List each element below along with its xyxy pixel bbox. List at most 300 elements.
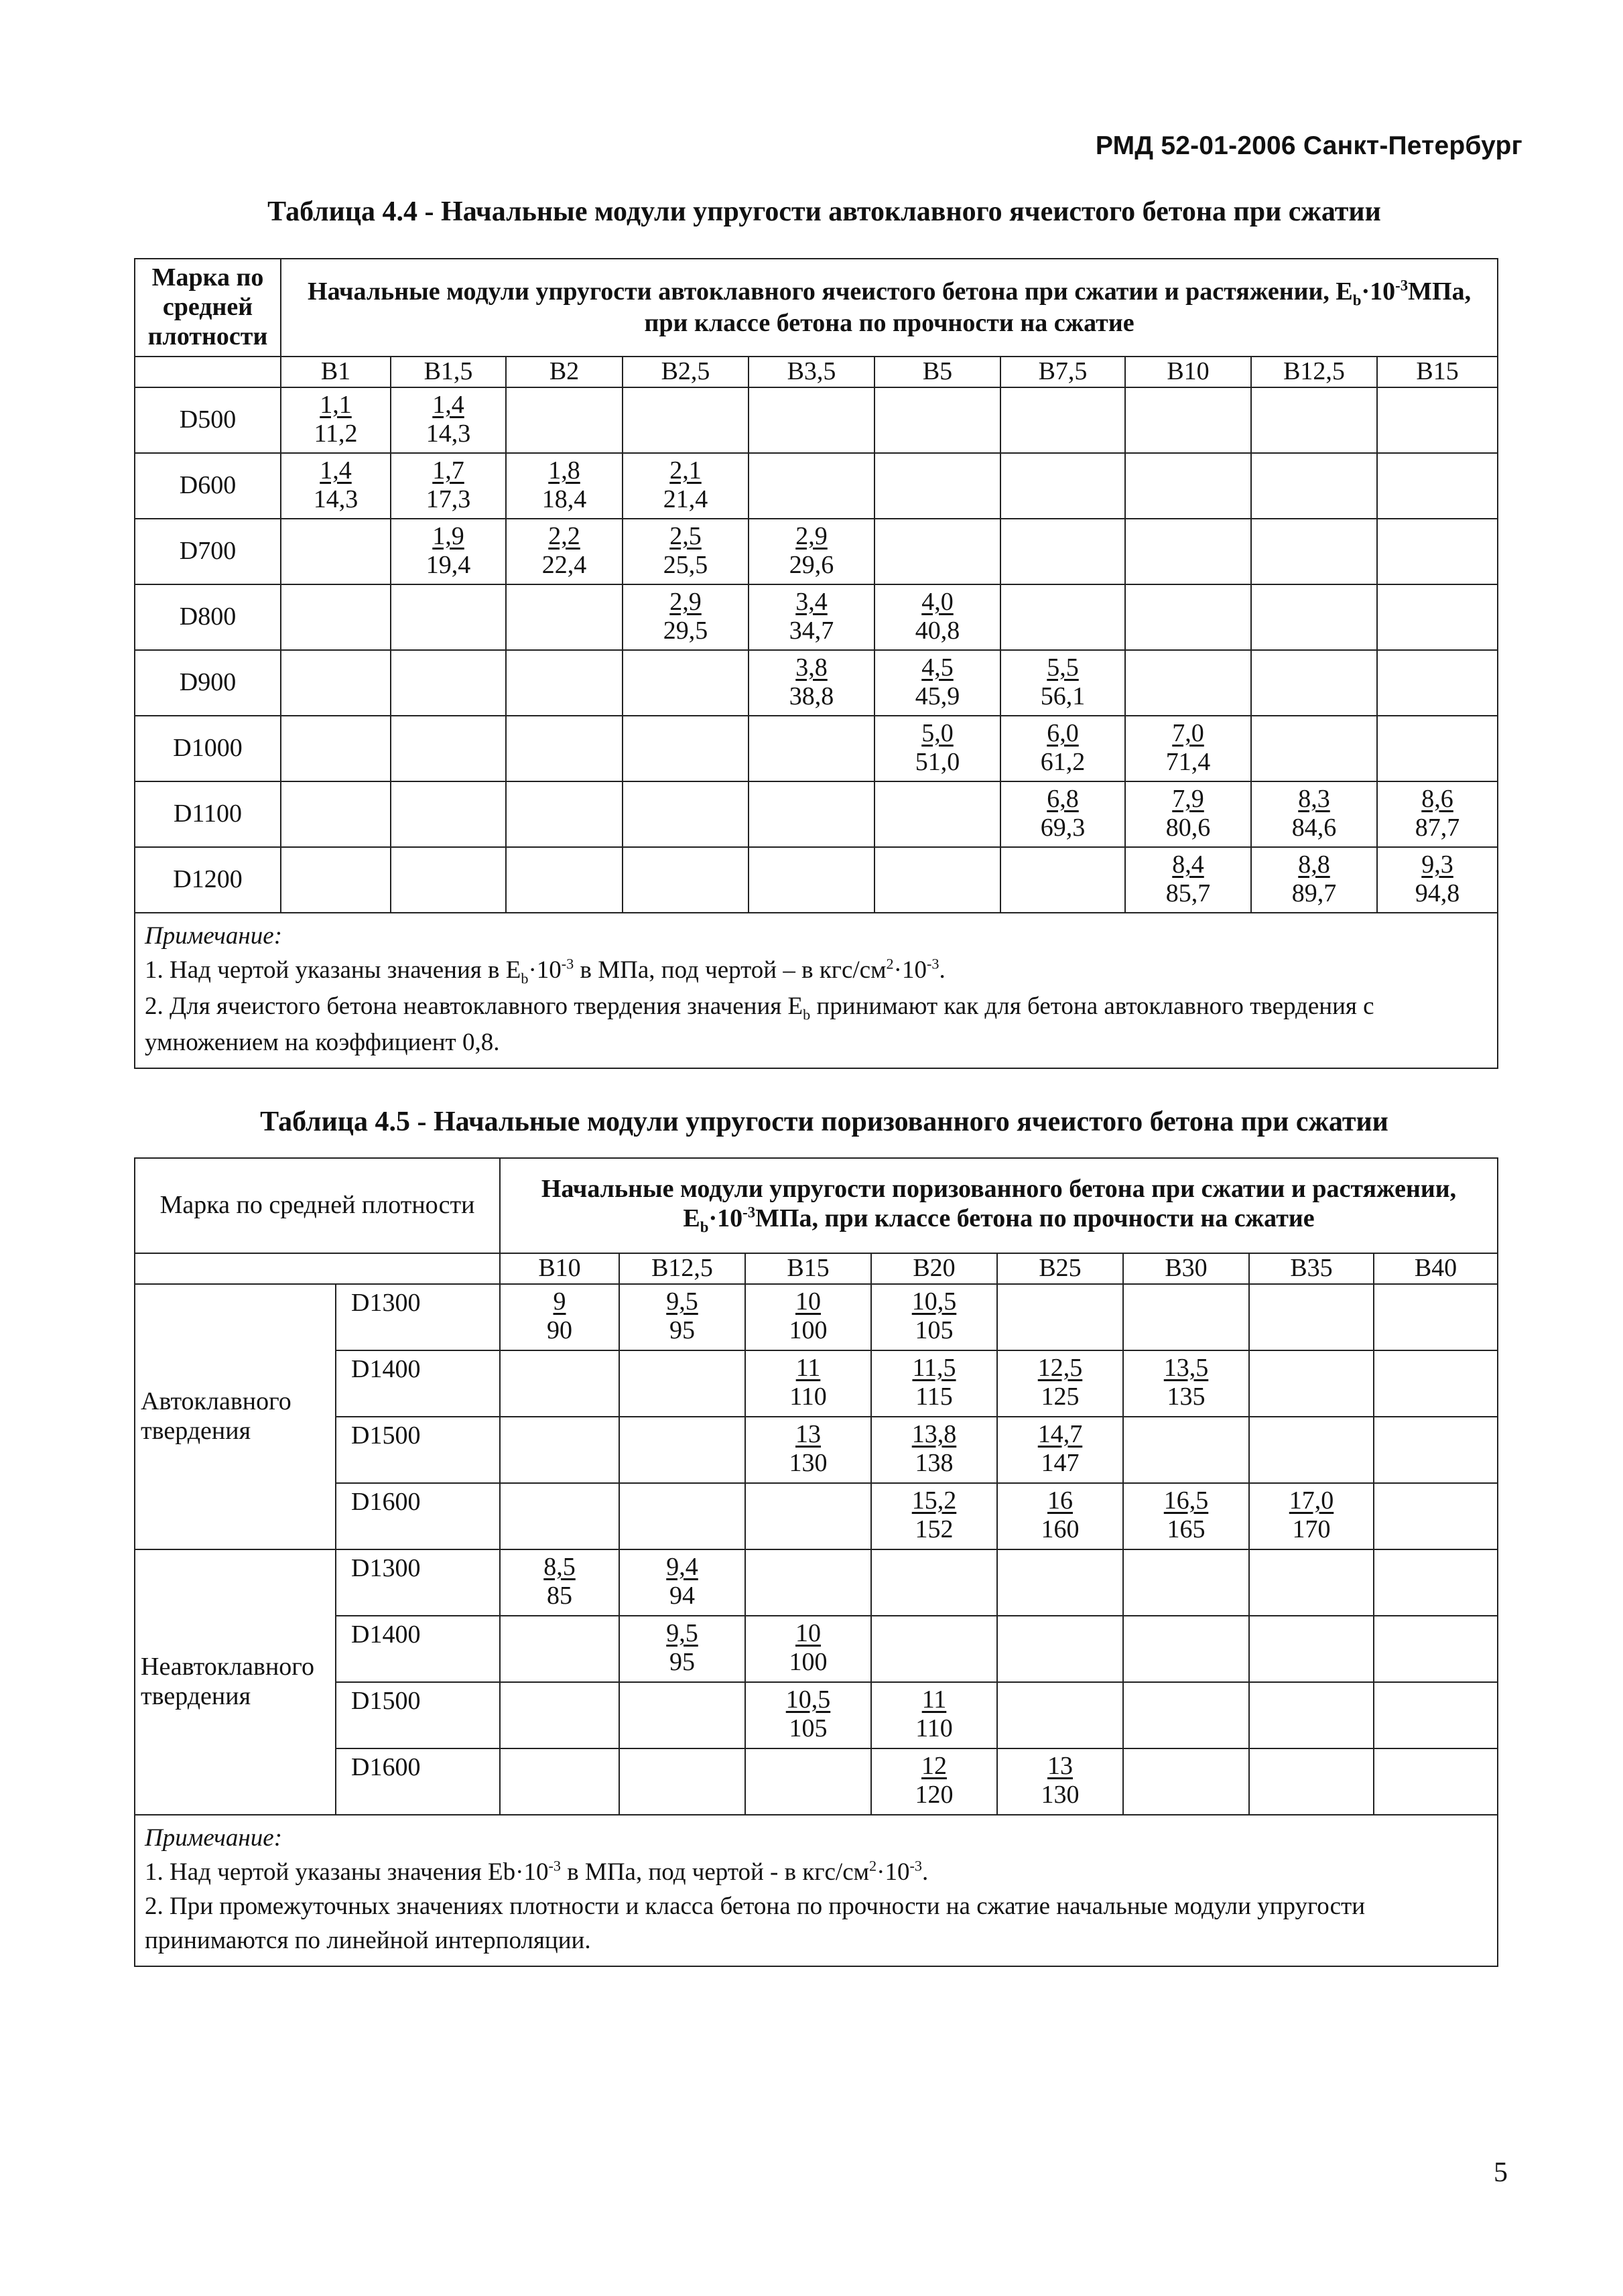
empty-cell xyxy=(1000,519,1125,584)
note-line-1: 1. Над чертой указаны значения в $E_b\cdot 10^{-3}$ в МПа, под чертой – в кгс/$см^2\cdot 10^{-3}$. xyxy=(145,955,946,987)
value-cell xyxy=(745,1284,871,1350)
modulus-fraction xyxy=(507,454,622,515)
density-header-text: Марка по средней плотности xyxy=(147,263,268,350)
modulus-fraction xyxy=(1126,848,1250,909)
modulus-fraction xyxy=(749,651,874,712)
value-kgf: 29,6 xyxy=(789,551,834,580)
value-mpa: 13 xyxy=(795,1419,821,1448)
value-kgf: 105 xyxy=(789,1714,828,1743)
modulus-fraction xyxy=(872,1285,996,1346)
value-mpa: 8,6 xyxy=(1421,784,1453,813)
value-cell xyxy=(1000,650,1125,716)
density-label: D1500 xyxy=(336,1417,500,1483)
table-row xyxy=(135,781,1498,847)
value-cell xyxy=(871,1350,997,1417)
empty-cell xyxy=(874,519,1000,584)
value-kgf: 45,9 xyxy=(915,682,960,711)
empty-cell xyxy=(1125,519,1251,584)
empty-cell xyxy=(1000,453,1125,519)
class-header: B5 xyxy=(874,357,1000,387)
modulus-fraction xyxy=(746,1351,870,1412)
blank-corner-cell xyxy=(135,357,281,387)
value-kgf: 87,7 xyxy=(1415,814,1460,842)
value-kgf: 17,3 xyxy=(426,485,471,514)
value-kgf: 147 xyxy=(1041,1449,1080,1478)
value-mpa: 12 xyxy=(921,1751,947,1780)
empty-cell xyxy=(1249,1549,1374,1616)
density-header-text: Марка по средней плотности xyxy=(159,1191,475,1220)
empty-cell xyxy=(1123,1284,1249,1350)
empty-cell xyxy=(871,1549,997,1616)
value-cell xyxy=(1249,1483,1374,1549)
note-title: Примечание: xyxy=(145,921,283,950)
empty-cell xyxy=(745,1483,871,1549)
value-kgf: 105 xyxy=(915,1316,954,1345)
value-cell xyxy=(749,650,874,716)
modulus-header xyxy=(500,1158,1498,1253)
value-mpa: 11 xyxy=(795,1353,821,1382)
empty-cell xyxy=(1123,1682,1249,1748)
modulus-fraction xyxy=(872,1417,996,1478)
value-mpa: 10 xyxy=(795,1618,821,1647)
modulus-header-text: Начальные модули упругости автоклавного ячеистого бетона при сжатии и растяжении, $E_b\cdot 10^{-3}МПа$, при классе бетона по прочности на сжатие xyxy=(308,276,1472,338)
value-mpa: 1,4 xyxy=(320,456,352,485)
blank-corner-cell xyxy=(135,1253,500,1284)
empty-cell xyxy=(500,1616,619,1682)
class-header: B2,5 xyxy=(623,357,749,387)
value-cell xyxy=(623,519,749,584)
value-mpa: 8,8 xyxy=(1298,850,1330,879)
value-mpa: 8,5 xyxy=(543,1552,576,1581)
table-4-4 xyxy=(134,258,1498,1069)
density-label: D1100 xyxy=(135,781,281,847)
value-kgf: 80,6 xyxy=(1165,814,1211,842)
empty-cell xyxy=(874,387,1000,453)
value-kgf: 110 xyxy=(915,1714,953,1743)
value-kgf: 135 xyxy=(1167,1383,1206,1411)
value-cell xyxy=(506,453,623,519)
value-kgf: 160 xyxy=(1041,1515,1080,1544)
empty-cell xyxy=(506,781,623,847)
empty-cell xyxy=(506,584,623,650)
empty-cell xyxy=(749,453,874,519)
modulus-fraction xyxy=(746,1616,870,1677)
value-cell xyxy=(874,650,1000,716)
empty-cell xyxy=(1251,519,1377,584)
document-header: РМД 52-01-2006 Санкт-Петербург xyxy=(1095,131,1522,160)
modulus-fraction xyxy=(281,454,390,515)
empty-cell xyxy=(874,453,1000,519)
empty-cell xyxy=(623,387,749,453)
modulus-fraction xyxy=(1001,716,1124,777)
table-row xyxy=(135,1748,1498,1815)
value-mpa: 15,2 xyxy=(911,1486,957,1515)
class-header: B12,5 xyxy=(1251,357,1377,387)
value-kgf: 94 xyxy=(669,1582,695,1610)
empty-cell xyxy=(1000,584,1125,650)
table-4-5-note xyxy=(135,1815,1498,1966)
modulus-header xyxy=(281,259,1498,357)
class-header: B2 xyxy=(506,357,623,387)
value-mpa: 10 xyxy=(795,1287,821,1316)
empty-cell xyxy=(619,1483,745,1549)
empty-cell xyxy=(997,1682,1123,1748)
value-kgf: 34,7 xyxy=(789,617,834,645)
table-row xyxy=(135,387,1498,453)
value-mpa: 1,7 xyxy=(432,456,464,485)
empty-cell xyxy=(1374,1748,1498,1815)
empty-cell xyxy=(500,1417,619,1483)
empty-cell xyxy=(623,716,749,781)
modulus-fraction xyxy=(620,1285,744,1346)
table-row xyxy=(135,1483,1498,1549)
class-header-row xyxy=(135,1253,1498,1284)
value-kgf: 25,5 xyxy=(663,551,708,580)
value-kgf: 14,3 xyxy=(426,420,471,448)
empty-cell xyxy=(391,847,506,913)
density-label: D1400 xyxy=(336,1350,500,1417)
value-kgf: 11,2 xyxy=(314,420,358,448)
note-line-2: 2. Для ячеистого бетона неавтоклавного твердения значения $E_b$ принимают как для бетона автоклавного твердения с умножением на коэффициент 0,8. xyxy=(145,992,1374,1056)
density-column-header xyxy=(135,259,281,357)
density-label: D1400 xyxy=(336,1616,500,1682)
value-kgf: 14,3 xyxy=(313,485,359,514)
value-mpa: 11 xyxy=(921,1685,947,1714)
empty-cell xyxy=(749,716,874,781)
empty-cell xyxy=(1249,1284,1374,1350)
value-mpa: 3,4 xyxy=(795,587,828,616)
curing-group-label: Неавтоклавного твердения xyxy=(135,1549,336,1815)
value-kgf: 152 xyxy=(915,1515,954,1544)
modulus-fraction xyxy=(623,454,748,515)
value-cell xyxy=(391,453,506,519)
empty-cell xyxy=(1123,1748,1249,1815)
value-cell xyxy=(500,1284,619,1350)
empty-cell xyxy=(1123,1549,1249,1616)
empty-cell xyxy=(506,650,623,716)
modulus-fraction xyxy=(998,1417,1122,1478)
density-label: D900 xyxy=(135,650,281,716)
empty-cell xyxy=(1251,650,1377,716)
value-kgf: 94,8 xyxy=(1415,879,1460,908)
value-kgf: 120 xyxy=(915,1781,954,1809)
modulus-fraction xyxy=(1252,782,1376,843)
class-header: B30 xyxy=(1123,1253,1249,1284)
modulus-fraction xyxy=(391,454,505,515)
modulus-fraction xyxy=(872,1683,996,1744)
empty-cell xyxy=(749,847,874,913)
modulus-fraction xyxy=(998,1749,1122,1810)
value-mpa: 5,0 xyxy=(921,718,954,747)
value-cell xyxy=(997,1483,1123,1549)
modulus-header-text: Начальные модули упругости поризованного бетона при сжатии и растяжении, $E_b\cdot 10^{-3}МПа$, при классе бетона по прочности на сжатие xyxy=(541,1174,1457,1236)
value-cell xyxy=(1000,781,1125,847)
value-mpa: 2,9 xyxy=(795,521,828,550)
value-mpa: 9,5 xyxy=(666,1287,698,1316)
empty-cell xyxy=(749,781,874,847)
table-row xyxy=(135,716,1498,781)
value-cell xyxy=(1125,716,1251,781)
value-mpa: 11,5 xyxy=(912,1353,956,1382)
value-cell xyxy=(745,1616,871,1682)
note-title: Примечание: xyxy=(145,1824,283,1852)
modulus-fraction xyxy=(391,519,505,580)
empty-cell xyxy=(391,584,506,650)
density-label: D800 xyxy=(135,584,281,650)
value-cell xyxy=(871,1483,997,1549)
density-label: D1500 xyxy=(336,1682,500,1748)
value-mpa: 7,9 xyxy=(1172,784,1204,813)
value-cell xyxy=(1000,716,1125,781)
empty-cell xyxy=(1249,1417,1374,1483)
value-cell xyxy=(871,1417,997,1483)
table-4-4-note xyxy=(135,913,1498,1068)
value-cell xyxy=(871,1748,997,1815)
value-mpa: 4,5 xyxy=(921,653,954,682)
value-cell xyxy=(745,1350,871,1417)
value-cell xyxy=(1125,847,1251,913)
table-4-4-title: Таблица 4.4 - Начальные модули упругости автоклавного ячеистого бетона при сжатии xyxy=(267,196,1381,227)
modulus-fraction xyxy=(875,716,1000,777)
value-kgf: 125 xyxy=(1041,1383,1080,1411)
modulus-fraction xyxy=(1378,782,1497,843)
modulus-fraction xyxy=(1378,848,1497,909)
modulus-fraction xyxy=(872,1351,996,1412)
value-kgf: 138 xyxy=(915,1449,954,1478)
value-cell xyxy=(871,1284,997,1350)
class-header: B10 xyxy=(500,1253,619,1284)
value-cell xyxy=(1123,1483,1249,1549)
value-cell xyxy=(997,1417,1123,1483)
value-kgf: 110 xyxy=(789,1383,827,1411)
modulus-fraction xyxy=(281,388,390,449)
empty-cell xyxy=(1000,387,1125,453)
empty-cell xyxy=(619,1748,745,1815)
value-kgf: 18,4 xyxy=(541,485,587,514)
empty-cell xyxy=(1377,387,1498,453)
value-mpa: 13,5 xyxy=(1163,1353,1209,1382)
empty-cell xyxy=(281,781,391,847)
value-cell xyxy=(745,1417,871,1483)
value-kgf: 84,6 xyxy=(1291,814,1337,842)
empty-cell xyxy=(281,847,391,913)
value-mpa: 1,1 xyxy=(320,390,352,419)
density-label: D1200 xyxy=(135,847,281,913)
empty-cell xyxy=(1377,716,1498,781)
value-mpa: 16 xyxy=(1047,1486,1073,1515)
value-mpa: 9,5 xyxy=(666,1618,698,1647)
empty-cell xyxy=(1125,650,1251,716)
empty-cell xyxy=(1377,519,1498,584)
value-kgf: 21,4 xyxy=(663,485,708,514)
empty-cell xyxy=(1125,453,1251,519)
modulus-fraction xyxy=(501,1550,619,1611)
value-cell xyxy=(281,453,391,519)
empty-cell xyxy=(281,584,391,650)
value-cell xyxy=(1251,847,1377,913)
value-kgf: 69,3 xyxy=(1040,814,1086,842)
class-header: B10 xyxy=(1125,357,1251,387)
empty-cell xyxy=(749,387,874,453)
modulus-fraction xyxy=(501,1285,619,1346)
modulus-fraction xyxy=(746,1417,870,1478)
value-cell xyxy=(619,1549,745,1616)
empty-cell xyxy=(745,1549,871,1616)
empty-cell xyxy=(1374,1616,1498,1682)
value-cell xyxy=(1251,781,1377,847)
empty-cell xyxy=(391,716,506,781)
value-kgf: 22,4 xyxy=(541,551,587,580)
value-kgf: 95 xyxy=(669,1316,695,1345)
value-mpa: 7,0 xyxy=(1172,718,1204,747)
value-kgf: 51,0 xyxy=(915,748,960,777)
modulus-fraction xyxy=(872,1484,996,1545)
value-cell xyxy=(749,584,874,650)
density-label: D700 xyxy=(135,519,281,584)
value-cell xyxy=(745,1682,871,1748)
empty-cell xyxy=(619,1417,745,1483)
value-cell xyxy=(619,1616,745,1682)
value-mpa: 2,5 xyxy=(669,521,702,550)
class-header: B1,5 xyxy=(391,357,506,387)
empty-cell xyxy=(1123,1616,1249,1682)
value-kgf: 100 xyxy=(789,1648,828,1677)
value-kgf: 56,1 xyxy=(1040,682,1086,711)
value-cell xyxy=(874,716,1000,781)
value-cell xyxy=(623,453,749,519)
modulus-fraction xyxy=(1124,1484,1248,1545)
density-label: D1300 xyxy=(336,1284,500,1350)
value-cell xyxy=(874,584,1000,650)
value-cell xyxy=(500,1549,619,1616)
empty-cell xyxy=(506,716,623,781)
density-column-header xyxy=(135,1158,500,1253)
value-kgf: 130 xyxy=(789,1449,828,1478)
empty-cell xyxy=(1374,1350,1498,1417)
empty-cell xyxy=(745,1748,871,1815)
empty-cell xyxy=(1251,716,1377,781)
modulus-fraction xyxy=(1126,716,1250,777)
class-header: B15 xyxy=(745,1253,871,1284)
class-header: B25 xyxy=(997,1253,1123,1284)
value-cell xyxy=(1377,781,1498,847)
empty-cell xyxy=(391,650,506,716)
table-row xyxy=(135,1549,1498,1616)
empty-cell xyxy=(1249,1350,1374,1417)
modulus-fraction xyxy=(391,388,505,449)
value-mpa: 1,9 xyxy=(432,521,464,550)
table-row xyxy=(135,847,1498,913)
table-row xyxy=(135,1616,1498,1682)
value-mpa: 2,1 xyxy=(669,456,702,485)
density-label: D1000 xyxy=(135,716,281,781)
empty-cell xyxy=(1377,584,1498,650)
value-mpa: 3,8 xyxy=(795,653,828,682)
value-kgf: 100 xyxy=(789,1316,828,1345)
class-header: B1 xyxy=(281,357,391,387)
table-row xyxy=(135,519,1498,584)
value-cell xyxy=(281,387,391,453)
empty-cell xyxy=(997,1284,1123,1350)
modulus-fraction xyxy=(872,1749,996,1810)
empty-cell xyxy=(623,650,749,716)
value-kgf: 19,4 xyxy=(426,551,471,580)
empty-cell xyxy=(1000,847,1125,913)
modulus-fraction xyxy=(875,585,1000,646)
empty-cell xyxy=(1374,1417,1498,1483)
empty-cell xyxy=(874,847,1000,913)
empty-cell xyxy=(1374,1549,1498,1616)
empty-cell xyxy=(500,1682,619,1748)
value-kgf: 29,5 xyxy=(663,617,708,645)
empty-cell xyxy=(1251,453,1377,519)
page-number: 5 xyxy=(1494,2157,1508,2188)
value-kgf: 170 xyxy=(1292,1515,1331,1544)
value-kgf: 130 xyxy=(1041,1781,1080,1809)
empty-cell xyxy=(1374,1284,1498,1350)
value-kgf: 40,8 xyxy=(915,617,960,645)
empty-cell xyxy=(281,716,391,781)
value-mpa: 9,4 xyxy=(666,1552,698,1581)
table-row xyxy=(135,1284,1498,1350)
empty-cell xyxy=(1374,1483,1498,1549)
empty-cell xyxy=(623,781,749,847)
empty-cell xyxy=(506,387,623,453)
empty-cell xyxy=(997,1616,1123,1682)
empty-cell xyxy=(1251,387,1377,453)
empty-cell xyxy=(1251,584,1377,650)
value-kgf: 165 xyxy=(1167,1515,1206,1544)
modulus-fraction xyxy=(620,1550,744,1611)
modulus-fraction xyxy=(620,1616,744,1677)
modulus-fraction xyxy=(1001,782,1124,843)
value-mpa: 9,3 xyxy=(1421,850,1453,879)
value-mpa: 6,8 xyxy=(1047,784,1079,813)
empty-cell xyxy=(1377,650,1498,716)
empty-cell xyxy=(1249,1748,1374,1815)
empty-cell xyxy=(1123,1417,1249,1483)
curing-group-label: Автоклавного твердения xyxy=(135,1284,336,1549)
modulus-fraction xyxy=(507,519,622,580)
value-mpa: 2,2 xyxy=(548,521,580,550)
value-mpa: 17,0 xyxy=(1289,1486,1334,1515)
table-row xyxy=(135,1682,1498,1748)
table-4-5-title: Таблица 4.5 - Начальные модули упругости поризованного ячеистого бетона при сжатии xyxy=(260,1106,1388,1137)
empty-cell xyxy=(1249,1682,1374,1748)
empty-cell xyxy=(1125,387,1251,453)
value-kgf: 115 xyxy=(915,1383,953,1411)
class-header: B15 xyxy=(1377,357,1498,387)
empty-cell xyxy=(281,650,391,716)
value-cell xyxy=(1123,1350,1249,1417)
density-label: D1300 xyxy=(336,1549,500,1616)
value-kgf: 95 xyxy=(669,1648,695,1677)
empty-cell xyxy=(500,1350,619,1417)
value-mpa: 14,7 xyxy=(1037,1419,1083,1448)
density-label: D1600 xyxy=(336,1483,500,1549)
value-cell xyxy=(391,519,506,584)
note-line-2: 2. При промежуточных значениях плотности и класса бетона по прочности на сжатие начальные модули упругости принимаются по линейной интерполяции. xyxy=(145,1892,1366,1954)
value-kgf: 85 xyxy=(547,1582,572,1610)
empty-cell xyxy=(874,781,1000,847)
value-kgf: 71,4 xyxy=(1165,748,1211,777)
empty-cell xyxy=(500,1483,619,1549)
class-header: B7,5 xyxy=(1000,357,1125,387)
value-kgf: 89,7 xyxy=(1291,879,1337,908)
modulus-fraction xyxy=(746,1285,870,1346)
value-cell xyxy=(749,519,874,584)
value-cell xyxy=(871,1682,997,1748)
